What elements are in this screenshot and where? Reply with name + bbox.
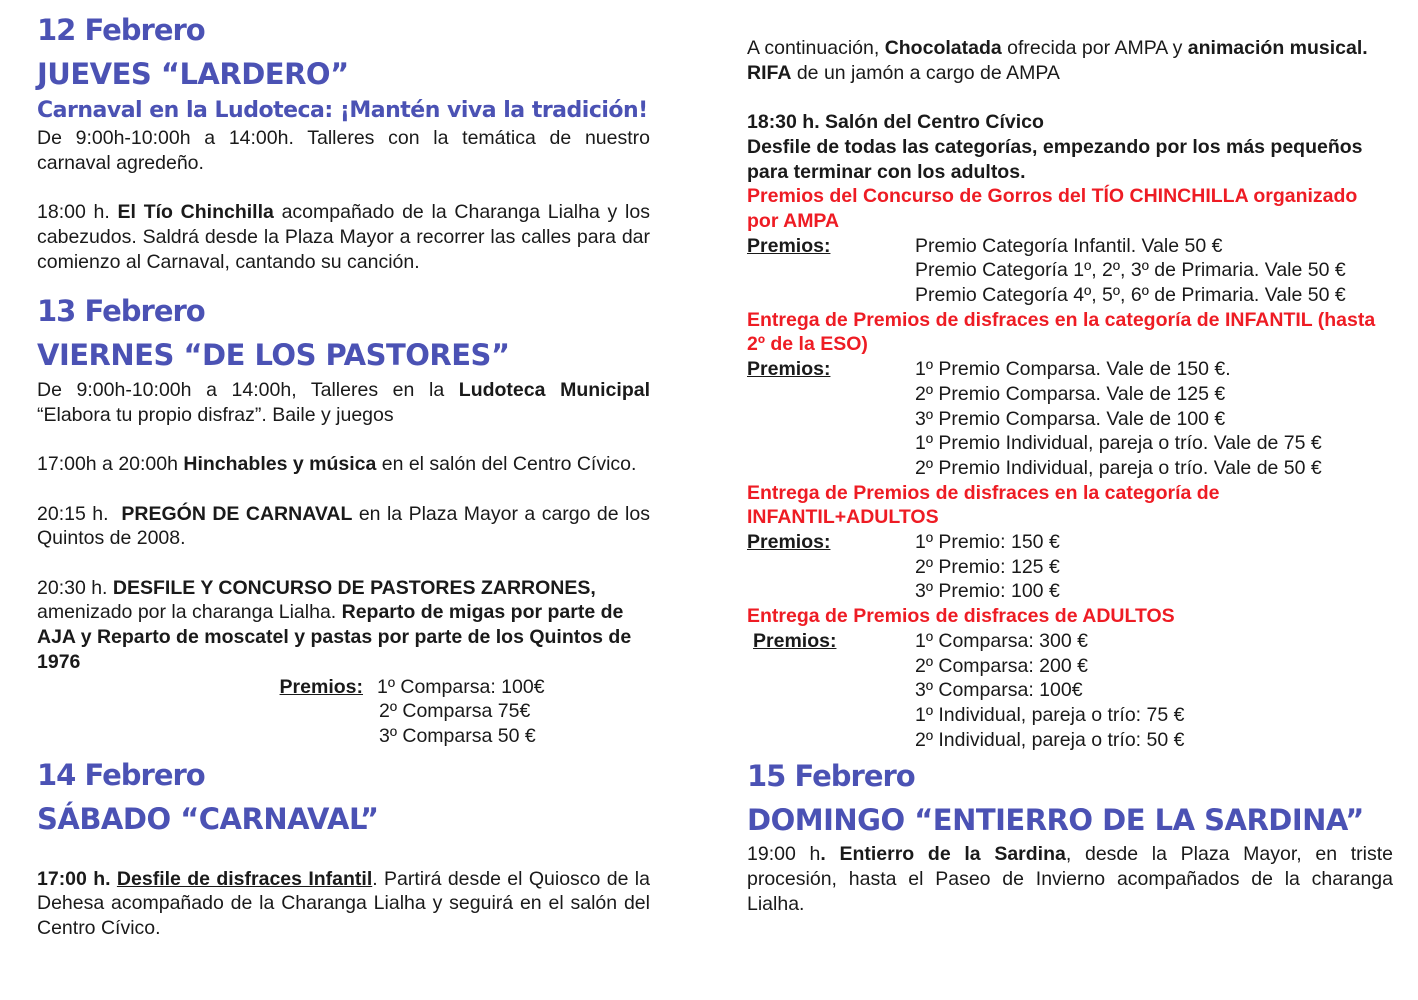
premios-list xyxy=(915,629,1393,753)
adultos-prizes xyxy=(747,629,1393,753)
prize-item: 1º Premio Individual, pareja o trío. Vale de 75 € xyxy=(915,432,1322,455)
infantil-prizes xyxy=(747,357,1393,481)
prize-item: 1º Premio Comparsa. Vale de 150 €. xyxy=(915,358,1231,381)
prize-item: 1º Comparsa: 300 € xyxy=(915,629,1088,652)
infantil-title: Entrega de Premios de disfraces en la categoría de INFANTIL (hasta 2º de la ESO) xyxy=(747,308,1376,356)
body-text: De 9:00h-10:00h a 14:00h, Talleres en la xyxy=(37,379,459,402)
left-column xyxy=(37,0,650,941)
body-text: de un jamón a cargo de AMPA xyxy=(791,61,1060,84)
paragraph-pregon xyxy=(37,502,650,551)
prize-item: 1º Individual, pareja o trío: 75 € xyxy=(915,703,1185,726)
day-title-viernes: VIERNES “DE LOS PASTORES” xyxy=(37,338,510,373)
time-text: 17:00h a 20:00h xyxy=(37,453,184,476)
paragraph-talleres-13 xyxy=(37,378,650,427)
date-heading-15: 15 Febrero xyxy=(747,759,915,794)
prize-item: 1º Comparsa: 100€ xyxy=(377,675,545,698)
bold-text: DESFILE Y CONCURSO DE PASTORES ZARRONES, xyxy=(112,576,596,599)
date-heading-13: 13 Febrero xyxy=(37,294,205,329)
time-text: 20:30 h. xyxy=(37,576,113,599)
prize-item: 3º Premio Comparsa. Vale de 100 € xyxy=(915,407,1226,430)
mixto-title: Entrega de Premios de disfraces en la categoría de INFANTIL+ADULTOS xyxy=(747,481,1220,529)
time-text: 19:00 h xyxy=(747,843,821,866)
paragraph-desfile-pastores xyxy=(37,576,650,675)
paragraph-entierro xyxy=(747,842,1393,916)
body-text: A continuación, xyxy=(747,37,885,59)
mixto-prizes xyxy=(747,530,1393,604)
bold-text: Ludoteca Municipal xyxy=(458,379,650,402)
premios-label: Premios: xyxy=(747,234,831,257)
prize-item: 3º Comparsa: 100€ xyxy=(915,679,1083,702)
premios-label: Premios: xyxy=(747,358,831,381)
premios-label: Premios: xyxy=(279,675,363,698)
premios-list xyxy=(915,357,1393,481)
premios-label: Premios: xyxy=(753,629,837,652)
time-text: 20:15 h. xyxy=(37,502,122,525)
gorros-prizes xyxy=(747,234,1393,308)
body-text: . Partirá desde el Quiosco de la Dehesa acompañado de la Charanga Lialha y seguirá en el salón del Centro Cívico. xyxy=(37,867,650,940)
day-title-jueves: JUEVES “LARDERO” xyxy=(37,57,349,91)
prize-item: 2º Premio Individual, pareja o trío. Vale de 50 € xyxy=(915,456,1322,479)
date-heading-12: 12 Febrero xyxy=(37,13,205,47)
day-title-sabado: SÁBADO “CARNAVAL” xyxy=(37,801,379,836)
body-text: amenizado por la charanga Lialha. xyxy=(37,601,342,624)
body-text: en la Plaza Mayor a cargo de los Quintos de 2008. xyxy=(37,502,650,550)
body-text: , desde la Plaza Mayor, en triste procesión, hasta el Paseo de Invierno acompañados de la charanga Lialha. xyxy=(747,843,1393,915)
gorros-title: Premios del Concurso de Gorros del TÍO CHINCHILLA organizado por AMPA xyxy=(747,185,1358,232)
body-text: acompañado de la Charanga Lialha y los cabezudos. Saldrá desde la Plaza Mayor a recorrer las calles para dar comienzo al Carnaval, cantando su canción. xyxy=(37,201,650,273)
salon-description: Desfile de todas las categorías, empezando por los más pequeños para terminar con los adultos. xyxy=(747,135,1363,183)
day-title-domingo: DOMINGO “ENTIERRO DE LA SARDINA” xyxy=(747,803,1364,838)
date-heading-14: 14 Febrero xyxy=(37,757,205,792)
prize-item: Premio Categoría 4º, 5º, 6º de Primaria. Vale 50 € xyxy=(915,284,1346,307)
paragraph-hinchables xyxy=(37,452,650,477)
bold-text: Chocolatada xyxy=(884,37,1002,59)
prize-item: Premio Categoría 1º, 2º, 3º de Primaria. Vale 50 € xyxy=(915,259,1346,282)
bold-text: Reparto de migas por parte de AJA y Reparto de moscatel y pastas por parte de los Quintos de 1976 xyxy=(37,601,632,673)
adultos-title: Entrega de Premios de disfraces de ADULTOS xyxy=(747,605,1175,628)
prize-item: 2º Individual, pareja o trío: 50 € xyxy=(915,728,1185,751)
body-text: “Elabora tu propio disfraz”. Baile y juegos xyxy=(37,403,394,426)
prize-item: 3º Premio: 100 € xyxy=(915,580,1060,603)
body-text: ofrecida por AMPA y xyxy=(1001,37,1188,59)
right-column xyxy=(747,0,1393,916)
time-text: 18:00 h. xyxy=(37,201,118,224)
prize-item: 3º Comparsa 50 € xyxy=(379,725,536,747)
bold-underlined-text: Desfile de disfraces Infantil xyxy=(116,867,373,890)
bold-text: El Tío Chinchilla xyxy=(117,201,274,224)
premios-pastores xyxy=(37,675,650,749)
premios-list xyxy=(915,530,1393,604)
paragraph-tio-chinchilla xyxy=(37,200,650,274)
prize-item: 2º Premio: 125 € xyxy=(915,555,1060,578)
premios-list xyxy=(915,234,1393,308)
bold-text: PREGÓN DE CARNAVAL xyxy=(121,502,353,525)
time-text: 17:00 h. xyxy=(37,867,117,890)
bold-text: animación musical. RIFA xyxy=(747,37,1368,84)
bold-text: Hinchables y música xyxy=(183,453,377,476)
paragraph-talleres-12: De 9:00h-10:00h a 14:00h. Talleres con la temática de nuestro carnaval agredeño. xyxy=(37,127,650,174)
paragraph-chocolatada xyxy=(747,36,1393,85)
premios-label: Premios: xyxy=(747,531,831,554)
premios-list xyxy=(377,675,545,749)
salon-title: 18:30 h. Salón del Centro Cívico xyxy=(747,111,1044,134)
prize-item: 2º Comparsa 75€ xyxy=(379,700,531,723)
prize-item: 1º Premio: 150 € xyxy=(915,531,1060,554)
prize-item: 2º Comparsa: 200 € xyxy=(915,654,1088,677)
prize-item: Premio Categoría Infantil. Vale 50 € xyxy=(915,234,1223,257)
bold-text: . Entierro de la Sardina xyxy=(820,843,1066,866)
prize-item: 2º Premio Comparsa. Vale de 125 € xyxy=(915,382,1226,405)
subtitle-ludoteca: Carnaval en la Ludoteca: ¡Mantén viva la tradición! xyxy=(37,98,648,123)
body-text: en el salón del Centro Cívico. xyxy=(376,453,637,476)
paragraph-desfile-infantil xyxy=(37,867,650,941)
